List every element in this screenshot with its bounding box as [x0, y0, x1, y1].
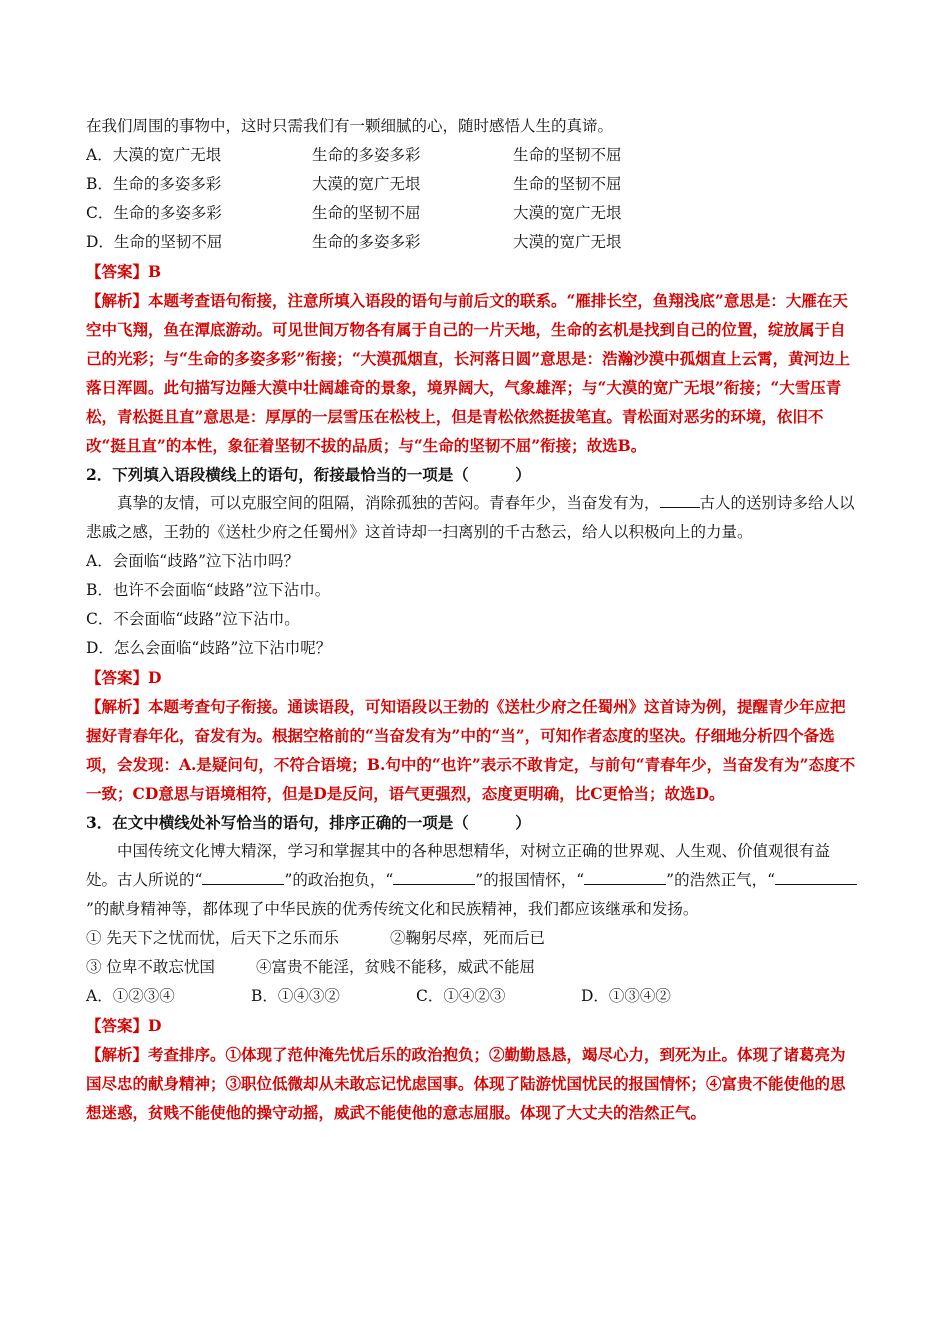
- q3-blank-4: [775, 868, 857, 885]
- q1-option-d: D．生命的坚韧不屈 生命的多姿多彩 大漠的宽广无垠: [86, 233, 622, 251]
- q3-title: 3．在文中横线处补写恰当的语句，排序正确的一项是（ ）: [86, 813, 531, 832]
- q1-option-b: B．生命的多姿多彩 大漠的宽广无垠 生命的坚韧不屈: [86, 175, 622, 193]
- q2-passage: 真挚的友情，可以克服空间的阻隔，消除孤独的苦闷。青春年少，当奋发有为， 古人的送别诗多给人以悲戚之感，王勃的《送杜少府之任蜀州》这首诗却一扫离别的千古愁云，给人以积极向上的力量。: [86, 489, 860, 547]
- q3-blank-2: [393, 868, 475, 885]
- q3-option-b: B．①④③②: [251, 987, 340, 1005]
- q3-options: [86, 982, 860, 1011]
- q1-answer: 【答案】B: [86, 262, 162, 281]
- q3-blank-3: [584, 868, 666, 885]
- q1-passage-tail: 在我们周围的事物中，这时只需我们有一颗细腻的心，随时感悟人生的真谛。: [86, 117, 614, 135]
- q3-answer: 【答案】D: [86, 1016, 162, 1035]
- q2-option-d: D．怎么会面临“歧路”泣下沾巾呢？: [86, 639, 332, 657]
- q2-option-a: A．会面临“歧路”泣下沾巾吗？: [86, 552, 300, 570]
- q3-item-1: ① 先天下之忧而忧，后天下之乐而乐: [86, 929, 339, 947]
- q2-option-b: B．也许不会面临“歧路”泣下沾巾。: [86, 581, 331, 599]
- q3-option-c: C．①④②③: [416, 987, 506, 1005]
- q2-analysis: 【解析】本题考查句子衔接。通读语段，可知语段以王勃的《送杜少府之任蜀州》这首诗为例，提醒青少年应把握好青春年化，奋发有为。根据空格前的“当奋发有为”中的“当”，可知作者态度的坚决。仔细地分析四个备选项，会发现：A.是疑问句，不符合语境；B.句中的“也许”表示不敢肯定，与前句“青春年少，当奋发有为”态度不一致；CD意思与语境相符，但是D是反问，语气更强烈，态度更明确，比C更恰当；故选D。: [86, 697, 856, 803]
- q2-blank: [660, 491, 700, 508]
- q3-passage: 中国传统文化博大精深，学习和掌握其中的各种思想精华，对树立正确的世界观、人生观、价值观很有益处。古人所说的“ ”的政治抱负，“ ”的报国情怀，“ ”的浩然正气，“”的献身精神等，都体现了中华民族的优秀传统文化和民族精神，我们都应该继承和发扬。: [86, 837, 860, 924]
- q3-option-d: D．①③④②: [581, 987, 671, 1005]
- q3-option-a: A．①②③④: [86, 987, 175, 1005]
- document-page: [86, 112, 860, 1127]
- q3-item-4: ④富贵不能淫，贫贱不能移，威武不能屈: [256, 958, 536, 976]
- q1-option-a: A．大漠的宽广无垠 生命的多姿多彩 生命的坚韧不屈: [86, 146, 622, 164]
- q3-item-2: ②鞠躬尽瘁，死而后已: [390, 929, 546, 947]
- q2-answer: 【答案】D: [86, 668, 162, 687]
- q1-analysis: 【解析】本题考查语句衔接，注意所填入语段的语句与前后文的联系。“雁排长空，鱼翔浅底”意思是：大雁在天空中飞翔，鱼在潭底游动。可见世间万物各有属于自己的一片天地，生命的玄机是找到自己的位置，绽放属于自己的光彩；与“生命的多姿多彩”衔接；“大漠孤烟直，长河落日圆”意思是：浩瀚沙漠中孤烟直上云霄，黄河边上落日浑圆。此句描写边陲大漠中壮阔雄奇的景象，境界阔大，气象雄浑；与“大漠的宽广无垠”衔接；“大雪压青松，青松挺且直”意思是：厚厚的一层雪压在松枝上，但是青松依然挺拔笔直。青松面对恶劣的环境，依旧不改“挺且直”的本性，象征着坚韧不拔的品质；与“生命的坚韧不屈”衔接；故选B。: [86, 291, 851, 455]
- q3-item-3: ③ 位卑不敢忘忧国: [86, 958, 215, 976]
- q3-items-row-2: [86, 953, 860, 982]
- q1-option-c: C．生命的多姿多彩 生命的坚韧不屈 大漠的宽广无垠: [86, 204, 622, 222]
- q3-blank-1: [202, 868, 284, 885]
- q3-analysis: 【解析】考查排序。①体现了范仲淹先忧后乐的政治抱负；②勤勤恳恳，竭尽心力，到死为止。体现了诸葛亮为国尽忠的献身精神；③职位低微却从未敢忘记忧虑国事。体现了陆游忧国忧民的报国情怀；④富贵不能使他的思想迷惑，贫贱不能使他的操守动摇，威武不能使他的意志屈服。体现了大丈夫的浩然正气。: [86, 1045, 846, 1122]
- q2-option-c: C．不会面临“歧路”泣下沾巾。: [86, 610, 300, 628]
- q2-title: 2．下列填入语段横线上的语句，衔接最恰当的一项是（ ）: [86, 465, 531, 484]
- q3-items-row-1: [86, 924, 860, 953]
